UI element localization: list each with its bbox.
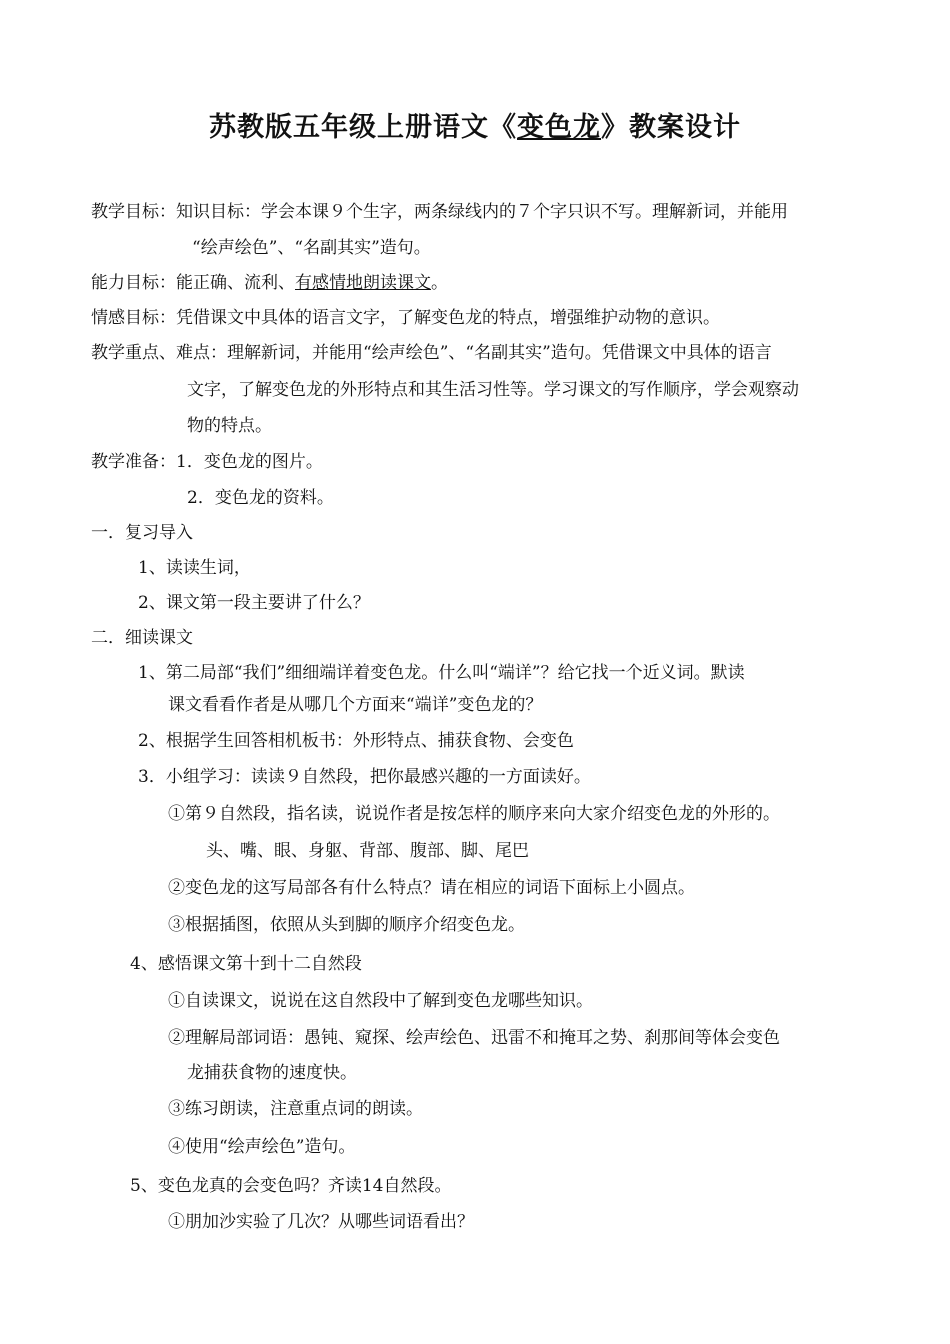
key-points-cont-1: 文字，了解变色龙的外形特点和其生活习性等。学习课文的写作顺序，学会观察动 [187, 380, 799, 400]
objective-knowledge: 教学目标：知识目标：学会本课９个生字，两条绿线内的７个字只识不写。理解新词，并能用 [91, 202, 788, 222]
title-suffix: 》教案设计 [601, 112, 741, 143]
reading-item-3: 3．小组学习：读读９自然段，把你最感兴趣的一方面读好。 [138, 767, 591, 787]
document-title [0, 105, 950, 144]
reading-item-3-sub-2: ②变色龙的这写局部各有什么特点？请在相应的词语下面标上小圆点。 [168, 878, 695, 898]
preparation-1: 教学准备：1．变色龙的图片。 [91, 452, 323, 472]
reading-item-4-sub-3: ③练习朗读，注意重点词的朗读。 [168, 1099, 423, 1119]
objective-emotion: 情感目标：凭借课文中具体的语言文字，了解变色龙的特点，增强维护动物的意识。 [91, 308, 720, 328]
preparation-2: 2．变色龙的资料。 [187, 488, 334, 508]
reading-item-4-sub-2: ②理解局部词语：愚钝、窥探、绘声绘色、迅雷不和掩耳之势、刹那间等体会变色 [168, 1028, 780, 1048]
key-points-cont-2: 物的特点。 [187, 416, 272, 436]
objective-ability [91, 272, 448, 294]
objective-ability-end: 。 [431, 273, 448, 293]
reading-item-5-sub-1: ①朋加沙实验了几次？从哪些词语看出？ [168, 1212, 474, 1232]
reading-item-4: 4、感悟课文第十到十二自然段 [130, 954, 362, 974]
reading-item-4-sub-4: ④使用“绘声绘色”造句。 [168, 1137, 356, 1157]
section-reading-heading: 二．细读课文 [91, 628, 193, 648]
objective-ability-underlined: 有感情地朗读课文 [295, 273, 431, 293]
title-underlined: 变色龙 [517, 112, 601, 143]
objective-knowledge-cont: “绘声绘色”、“名副其实”造句。 [192, 238, 431, 258]
reading-item-3-body-parts: 头、嘴、眼、身躯、背部、腹部、脚、尾巴 [206, 841, 529, 861]
review-item-1: 1、读读生词， [138, 558, 251, 578]
reading-item-1-cont: 课文看看作者是从哪几个方面来“端详”变色龙的？ [168, 695, 543, 715]
reading-item-4-sub-2-cont: 龙捕获食物的速度快。 [187, 1063, 357, 1083]
reading-item-4-sub-1: ①自读课文，说说在这自然段中了解到变色龙哪些知识。 [168, 991, 593, 1011]
key-points: 教学重点、难点：理解新词，并能用“绘声绘色”、“名副其实”造句。凭借课文中具体的语言 [91, 343, 772, 363]
reading-item-3-sub-3: ③根据插图，依照从头到脚的顺序介绍变色龙。 [168, 915, 525, 935]
objective-ability-text: 能力目标：能正确、流利、 [91, 273, 295, 293]
reading-item-3-sub-1: ①第９自然段，指名读，说说作者是按怎样的顺序来向大家介绍变色龙的外形的。 [168, 804, 780, 824]
section-review-heading: 一．复习导入 [91, 523, 193, 543]
title-prefix: 苏教版五年级上册语文《 [209, 112, 517, 143]
reading-item-1: 1、第二局部“我们”细细端详着变色龙。什么叫“端详”？给它找一个近义词。默读 [138, 663, 745, 683]
reading-item-5: 5、变色龙真的会变色吗？齐读14自然段。 [130, 1176, 452, 1196]
reading-item-2: 2、根据学生回答相机板书：外形特点、捕获食物、会变色 [138, 731, 574, 751]
review-item-2: 2、课文第一段主要讲了什么？ [138, 593, 370, 613]
